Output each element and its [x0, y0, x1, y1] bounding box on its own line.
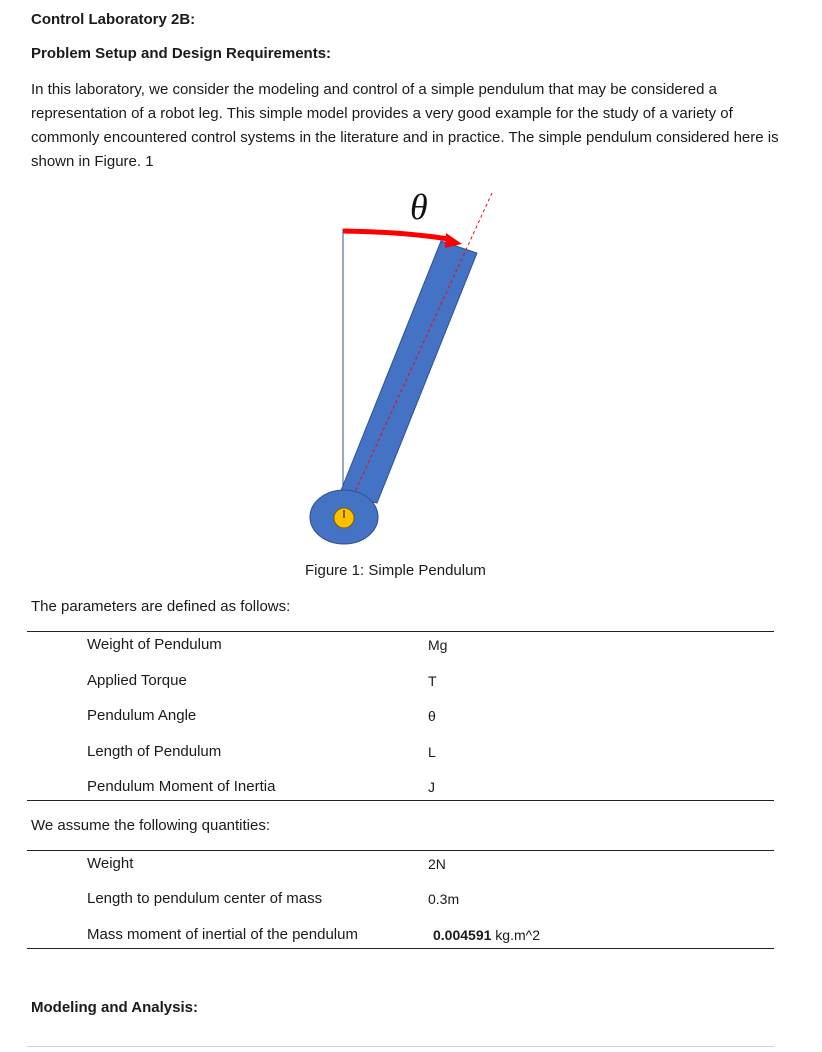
table-row: Weight of Pendulum: [87, 636, 222, 653]
table-cell-value: 2N: [428, 856, 446, 872]
quantities-bottom-rule: [27, 948, 774, 949]
pendulum-figure: [0, 180, 822, 550]
pendulum-link: [340, 241, 477, 503]
table-cell-symbol: T: [428, 673, 437, 689]
table-cell-value: 0.3m: [428, 891, 460, 907]
table-cell-symbol: Mg: [428, 637, 448, 653]
angle-arc-arrow: [343, 231, 448, 239]
section-heading-modeling: Modeling and Analysis:: [31, 999, 198, 1016]
table-row: Mass moment of inertial of the pendulum: [87, 926, 358, 943]
table-row: Pendulum Angle: [87, 707, 197, 724]
page-bottom-rule: [27, 1046, 774, 1047]
inertia-unit: kg.m^2: [491, 927, 540, 943]
table-row: Length to pendulum center of mass: [87, 890, 323, 907]
intro-paragraph: In this laboratory, we consider the modeling and control of a simple pendulum that may be considered a representation of a robot leg. This simple model provides a very good example for the study of a variety of commonly encountered control systems in the literature and in practice. The simple pendulum considered here is shown in Figure. 1: [31, 81, 779, 170]
table-row: Applied Torque: [87, 672, 187, 689]
quantities-top-rule: [27, 850, 774, 851]
table-row: Weight: [87, 855, 134, 872]
arrow-head: [445, 233, 462, 248]
table-cell-symbol: L: [428, 744, 436, 760]
table-cell-symbol: J: [428, 779, 435, 795]
table-cell-value: [433, 927, 540, 943]
parameters-intro: The parameters are defined as follows:: [31, 598, 291, 615]
table-cell-symbol: θ: [428, 708, 436, 724]
quantities-intro: We assume the following quantities:: [31, 817, 271, 834]
inertia-value: 0.004591: [433, 927, 492, 943]
table-top-rule: [27, 631, 774, 632]
angle-label: θ: [410, 187, 428, 227]
table-bottom-rule: [27, 800, 774, 801]
section-heading-setup: Problem Setup and Design Requirements:: [31, 45, 332, 62]
table-row: Pendulum Moment of Inertia: [87, 778, 276, 795]
document-title: Control Laboratory 2B:: [31, 11, 196, 28]
figure-caption: Figure 1: Simple Pendulum: [305, 562, 486, 579]
table-row: Length of Pendulum: [87, 743, 222, 760]
